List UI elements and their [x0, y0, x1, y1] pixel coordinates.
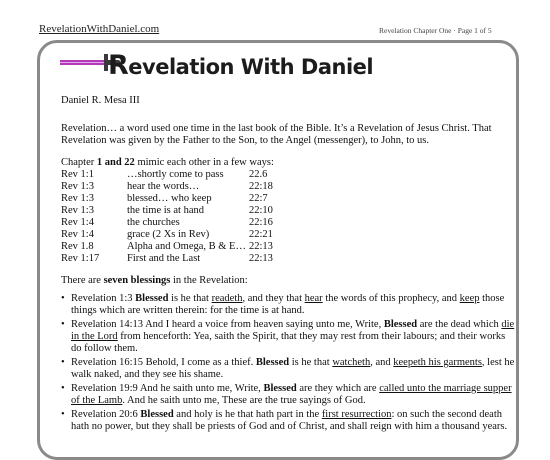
reference-description: the time is at hand [127, 205, 204, 216]
reference-row [61, 241, 516, 253]
site-name-link[interactable]: RevelationWithDaniel.com [39, 23, 160, 35]
blessed-word: Blessed [140, 409, 174, 420]
underlined-phrase: hear [304, 293, 323, 304]
blessing-text: Revelation 14:13 And I heard a voice from heaven saying unto me, Write, [71, 319, 384, 330]
reference-cross-ref: 22:16 [249, 217, 273, 228]
logo-text [108, 50, 373, 81]
reference-cross-ref: 22:21 [249, 229, 273, 240]
blessing-item [61, 357, 516, 381]
reference-verse: Rev 1:4 [61, 217, 94, 228]
blessed-word: Blessed [383, 319, 418, 330]
reference-cross-ref: 22:13 [249, 241, 273, 252]
chapter-heading-pre: Chapter [61, 157, 97, 168]
reference-verse: Rev 1:3 [61, 193, 94, 204]
underlined-phrase: die in the Lord [71, 319, 515, 342]
underlined-phrase: readeth [211, 293, 243, 304]
reference-verse: Rev 1.8 [61, 241, 94, 252]
reference-description: …shortly come to pass [127, 169, 224, 180]
blessing-text: are they which are [296, 383, 380, 394]
blessings-heading [61, 275, 516, 287]
blessing-text: , and [370, 357, 394, 368]
blessing-text: , and they that [242, 293, 305, 304]
reference-description: Alpha and Omega, B & E… [127, 241, 246, 252]
reference-row [61, 205, 516, 217]
blessing-text: . And he saith unto me, These are the true sayings of God. [122, 395, 366, 406]
reference-row [61, 229, 516, 241]
blessing-text: is he that [289, 357, 333, 368]
chapter-heading-bold: 1 and 22 [96, 157, 135, 168]
reference-verse: Rev 1:17 [61, 253, 100, 264]
reference-cross-ref: 22.6 [249, 169, 268, 180]
blessings-heading-pre: There are [61, 275, 104, 286]
blessing-text: are the dead which [417, 319, 502, 330]
underlined-phrase: called unto the marriage supper of the Lamb [71, 383, 512, 406]
blessing-text: : on such the second death hath no power, but they shall be priests of God and of Christ, and shall reign with him a thousand years. [71, 409, 508, 432]
blessing-text: Revelation 1:3 [71, 293, 136, 304]
reference-row [61, 169, 516, 181]
logo-initial: R [108, 50, 129, 81]
document-body [61, 95, 516, 435]
underlined-phrase: first resurrection [321, 409, 392, 420]
reference-cross-ref: 22:13 [249, 253, 273, 264]
reference-verse: Rev 1:3 [61, 205, 94, 216]
reference-verse: Rev 1:3 [61, 181, 94, 192]
reference-table [61, 169, 516, 265]
blessing-item [61, 409, 516, 433]
blessing-item [61, 293, 516, 317]
blessing-text: Revelation 20:6 [71, 409, 141, 420]
blessings-list [61, 293, 516, 433]
reference-row [61, 193, 516, 205]
reference-cross-ref: 22:10 [249, 205, 273, 216]
author-name: Daniel R. Mesa III [61, 95, 140, 106]
reference-description: blessed… who keep [127, 193, 212, 204]
chapter-heading-post: mimic each other in a few ways: [134, 157, 274, 168]
blessing-item [61, 319, 516, 355]
logo [60, 50, 374, 86]
blessings-heading-bold: seven blessings [103, 275, 171, 286]
blessing-text: those things which are written therein: for the time is at hand. [71, 293, 505, 316]
blessing-text: the words of this prophecy, and [322, 293, 460, 304]
blessed-word: Blessed [255, 357, 290, 368]
blessing-text: is he that [168, 293, 212, 304]
blessing-text: and holy is he that hath part in the [173, 409, 322, 420]
blessed-word: Blessed [263, 383, 297, 394]
underlined-phrase: watcheth [332, 357, 371, 368]
reference-description: the churches [127, 217, 180, 228]
reference-verse: Rev 1:4 [61, 229, 94, 240]
blessings-heading-post: in the Revelation: [170, 275, 248, 286]
reference-verse: Rev 1:1 [61, 169, 94, 180]
reference-cross-ref: 22:18 [249, 181, 273, 192]
blessing-text: from henceforth: Yea, saith the Spirit, that they may rest from their labours; and their works do follow them. [71, 331, 506, 354]
blessing-text: Revelation 19:9 And he saith unto me, Write, [71, 383, 264, 394]
reference-row [61, 253, 516, 265]
blessing-text: , lest he walk naked, and they see his shame. [71, 357, 515, 380]
blessed-word: Blessed [135, 293, 169, 304]
reference-description: grace (2 Xs in Rev) [127, 229, 210, 240]
reference-row [61, 181, 516, 193]
reference-description: First and the Last [127, 253, 201, 264]
reference-row [61, 217, 516, 229]
intro-paragraph: Revelation… a word used one time in the last book of the Bible. It’s a Revelation of Jesus Christ. That Revelation was given by the Father to the Son, to the Angel (messenger), to John, to us. [61, 123, 492, 146]
reference-cross-ref: 22:7 [249, 193, 268, 204]
blessing-text: Revelation 16:15 Behold, I come as a thief. [71, 357, 256, 368]
underlined-phrase: keep [459, 293, 480, 304]
logo-word: evelation With Daniel [128, 55, 374, 79]
chapter-comparison-heading [61, 157, 516, 169]
underlined-phrase: keepeth his garments [393, 357, 482, 368]
blessing-item [61, 383, 516, 407]
reference-description: hear the words… [127, 181, 200, 192]
page-info: Revelation Chapter One · Page 1 of 5 [379, 26, 492, 35]
